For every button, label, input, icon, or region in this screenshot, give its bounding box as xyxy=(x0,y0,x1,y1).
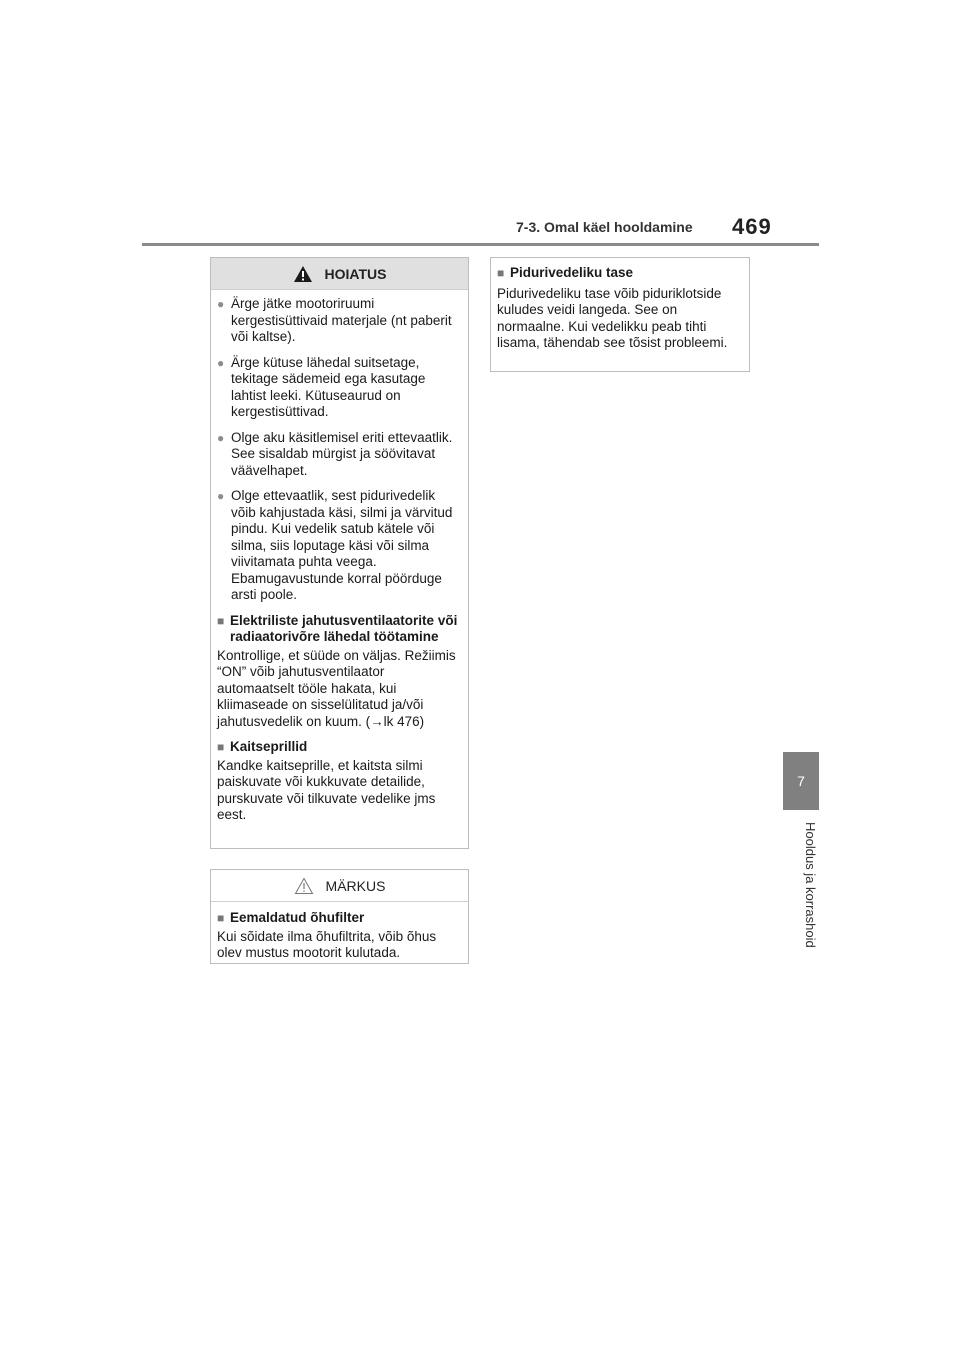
square-bullet-icon: ■ xyxy=(497,266,505,280)
section-heading: ■ Elektriliste jahutusventilaatorite või radiaatorivõre lähedal töötamine xyxy=(217,612,458,644)
section-text: Kui sõidate ilma õhufiltrita, võib õhus olev mustus mootorit kulutada. xyxy=(217,928,437,960)
list-item: ● Ärge kütuse lähedal suitsetage, tekitage sädemeid ega kasutage lahtist leeki. Kütuseaurud on kergestisüttivad. xyxy=(217,354,426,419)
warning-box-header xyxy=(211,258,468,290)
bullet-icon: ● xyxy=(217,489,225,503)
section-text: Kandke kaitseprille, et kaitsta silmi paiskuvate või kukkuvate detailide, purskuvate või tilkuvate vedelike jms eest. xyxy=(217,757,436,822)
page-number: 469 xyxy=(732,214,772,239)
warning-box xyxy=(210,257,469,849)
bullet-icon: ● xyxy=(217,297,225,311)
list-item: ● Olge ettevaatlik, sest pidurivedelik võib kahjustada käsi, silmi ja värvitud pindu. Kui vedelik satub kätele või silma, siis loputage käsi või silma viivitamata puhta veega. Ebamugavustunde korral pöörduge arsti poole. xyxy=(217,488,453,602)
section-heading: ■ Pidurivedeliku tase xyxy=(497,265,634,280)
bullet-icon: ● xyxy=(217,430,225,445)
square-bullet-icon: ■ xyxy=(217,613,225,628)
section-text: Kontrollige, et süüde on väljas. Režiimis “ON” võib jahutusventilaator automaatselt tööle hakata, kui kliimaseade on sisselülitatud ja/või jahutusvedelik on kuum. (→lk 476) xyxy=(217,647,456,729)
section-heading: ■ Eemaldatud õhufilter xyxy=(217,910,365,925)
notice-box-header xyxy=(211,870,468,902)
list-item: ● Ärge jätke mootoriruumi kergestisüttivaid materjale (nt paberit või kaltse). xyxy=(217,296,452,344)
square-bullet-icon: ■ xyxy=(217,740,225,754)
list-item: ● Olge aku käsitlemisel eriti ettevaatlik. See sisaldab mürgist ja söövitavat väävelhapet. xyxy=(217,429,453,478)
bullet-icon: ● xyxy=(217,355,225,370)
caution-icon xyxy=(294,877,314,895)
chapter-label: Hooldus ja korrashoid xyxy=(803,822,818,948)
section-heading: ■ Kaitseprillid xyxy=(217,739,308,754)
section-title: 7-3. Omal käel hooldamine xyxy=(516,219,693,235)
square-bullet-icon: ■ xyxy=(217,911,225,925)
chapter-tab[interactable] xyxy=(783,752,819,810)
warning-icon xyxy=(293,265,313,283)
warning-title: HOIATUS xyxy=(324,265,387,282)
notice-title: MÄRKUS xyxy=(325,877,386,894)
chapter-number: 7 xyxy=(797,773,805,789)
info-box xyxy=(490,257,750,372)
notice-box xyxy=(210,869,469,964)
header-rule xyxy=(142,243,819,246)
section-text: Pidurivedeliku tase võib piduriklotside kuludes veidi langeda. See on normaalne. Kui vedelikku peab tihti lisama, tähendab see tõsist probleemi. xyxy=(497,285,728,350)
